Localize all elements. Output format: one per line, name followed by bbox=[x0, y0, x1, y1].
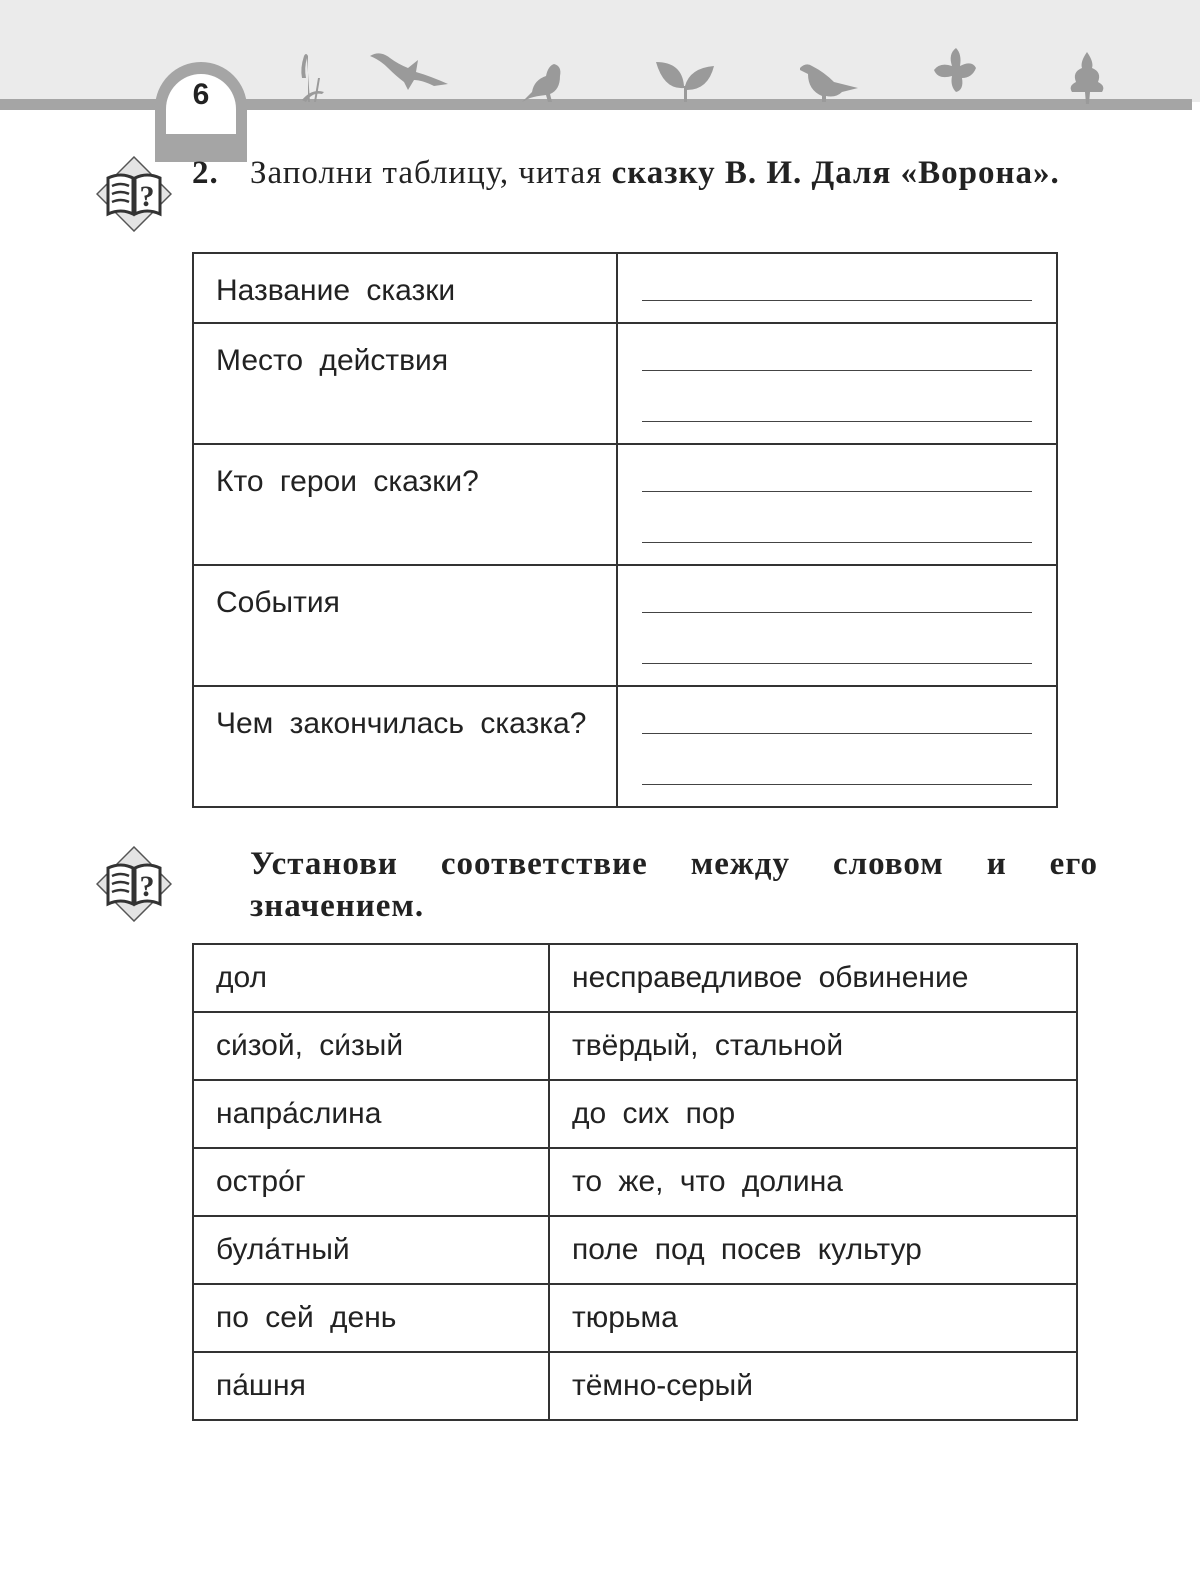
snowdrop-icon bbox=[282, 48, 338, 104]
table-row bbox=[193, 1148, 1077, 1216]
word-cell: напра́слина bbox=[193, 1080, 549, 1148]
table-row bbox=[193, 565, 1057, 686]
answer-cell[interactable] bbox=[617, 323, 1057, 444]
answer-line bbox=[642, 733, 1032, 734]
task2-instruction: Установи соответствие между словом и его значением. bbox=[250, 846, 1098, 924]
word-cell: па́шня bbox=[193, 1352, 549, 1420]
answer-cell[interactable] bbox=[617, 565, 1057, 686]
word-cell: була́тный bbox=[193, 1216, 549, 1284]
table-row bbox=[193, 444, 1057, 565]
table-row bbox=[193, 944, 1077, 1012]
row-label: Чем закончилась сказка? bbox=[193, 686, 617, 807]
meaning-cell: тюрьма bbox=[549, 1284, 1077, 1352]
story-table bbox=[192, 252, 1058, 808]
flying-bird-icon bbox=[368, 50, 450, 92]
table-row bbox=[193, 323, 1057, 444]
task-number: 2. bbox=[192, 155, 219, 191]
table-row bbox=[193, 1284, 1077, 1352]
word-cell: дол bbox=[193, 944, 549, 1012]
answer-line bbox=[642, 370, 1032, 371]
matching-table bbox=[192, 943, 1078, 1421]
answer-line bbox=[642, 421, 1032, 422]
answer-line bbox=[642, 663, 1032, 664]
instruction-bold-text: сказку В. И. Даля «Ворона». bbox=[611, 155, 1060, 191]
meaning-cell: поле под посев культур bbox=[549, 1216, 1077, 1284]
read-question-icon bbox=[96, 156, 172, 232]
row-label: События bbox=[193, 565, 617, 686]
word-cell: остро́г bbox=[193, 1148, 549, 1216]
page-number: 6 bbox=[192, 78, 210, 111]
table-row bbox=[193, 1012, 1077, 1080]
meaning-cell: несправедливое обвинение bbox=[549, 944, 1077, 1012]
answer-line bbox=[642, 491, 1032, 492]
answer-cell[interactable] bbox=[617, 686, 1057, 807]
row-label: Название сказки bbox=[193, 253, 617, 323]
task1-instruction bbox=[192, 152, 1098, 194]
sprout-icon bbox=[654, 60, 716, 102]
meaning-cell: твёрдый, стальной bbox=[549, 1012, 1077, 1080]
word-cell: си́зой, си́зый bbox=[193, 1012, 549, 1080]
instruction-text: Заполни таблицу, читая bbox=[250, 155, 603, 191]
table-row bbox=[193, 1216, 1077, 1284]
table-row bbox=[193, 1080, 1077, 1148]
answer-cell[interactable] bbox=[617, 444, 1057, 565]
bird-icon bbox=[798, 62, 860, 102]
table-row bbox=[193, 1352, 1077, 1420]
svg-text:?: ? bbox=[139, 180, 155, 213]
answer-line bbox=[642, 784, 1032, 785]
table-row bbox=[193, 686, 1057, 807]
word-cell: по сей день bbox=[193, 1284, 549, 1352]
read-question-icon bbox=[96, 846, 172, 922]
butterfly-icon bbox=[932, 46, 978, 94]
answer-cell[interactable] bbox=[617, 253, 1057, 323]
meaning-cell: до сих пор bbox=[549, 1080, 1077, 1148]
svg-text:?: ? bbox=[139, 870, 155, 903]
meaning-cell: тёмно-серый bbox=[549, 1352, 1077, 1420]
row-label: Место действия bbox=[193, 323, 617, 444]
answer-line bbox=[642, 300, 1032, 301]
tree-icon bbox=[1066, 52, 1108, 104]
table-row bbox=[193, 253, 1057, 323]
row-label: Кто герои сказки? bbox=[193, 444, 617, 565]
answer-line bbox=[642, 542, 1032, 543]
sparrow-icon bbox=[520, 62, 570, 102]
meaning-cell: то же, что долина bbox=[549, 1148, 1077, 1216]
answer-line bbox=[642, 612, 1032, 613]
